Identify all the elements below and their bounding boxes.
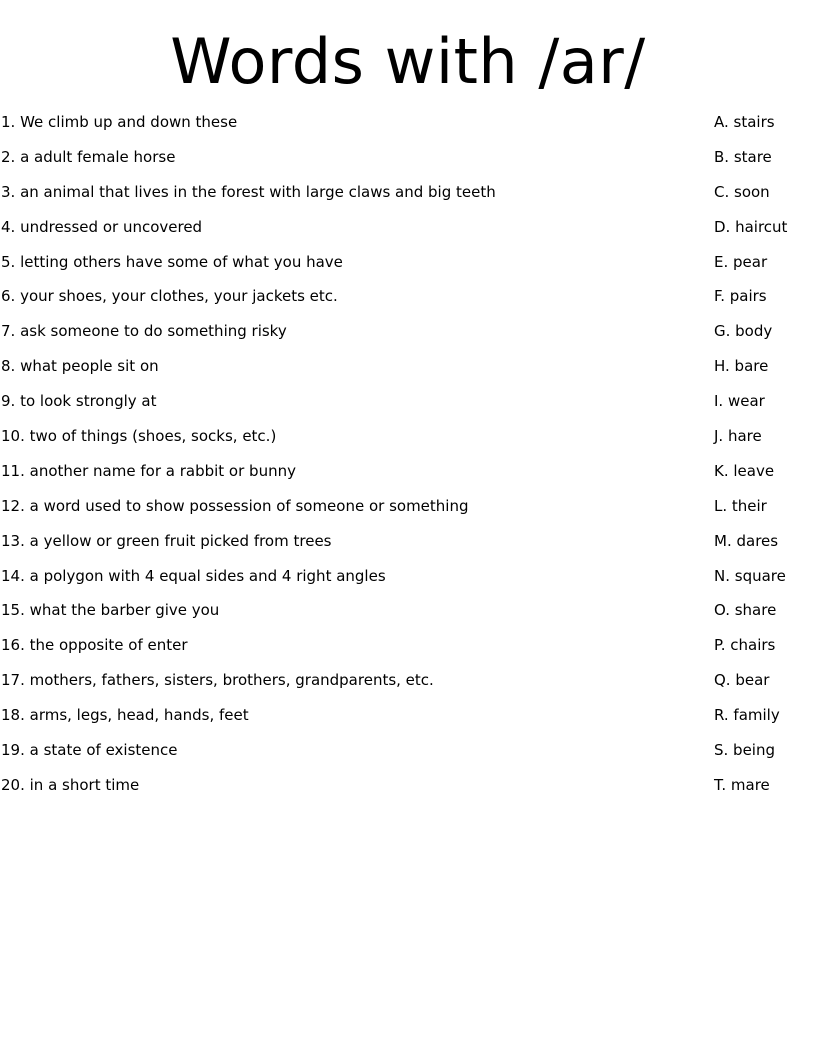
answer-option: C. soon — [714, 182, 770, 201]
worksheet-row — [0, 559, 816, 594]
clue-text: 12. a word used to show possession of someone or something — [1, 496, 469, 515]
clue-text: 14. a polygon with 4 equal sides and 4 right angles — [1, 566, 386, 585]
page-title: Words with /ar/ — [170, 25, 646, 98]
answer-option: N. square — [714, 566, 786, 585]
answer-option: M. dares — [714, 531, 779, 550]
worksheet-row — [0, 419, 816, 454]
clue-text: 19. a state of existence — [1, 741, 178, 760]
clue-text: 5. letting others have some of what you have — [1, 252, 343, 271]
answer-option: F. pairs — [714, 287, 767, 306]
clue-text: 15. what the barber give you — [1, 601, 220, 620]
worksheet-row — [0, 663, 816, 698]
answer-option: J. hare — [714, 427, 762, 446]
worksheet-row — [0, 384, 816, 419]
answer-option: O. share — [714, 601, 777, 620]
worksheet-row — [0, 593, 816, 628]
clue-text: 2. a adult female horse — [1, 147, 176, 166]
answer-option: P. chairs — [714, 636, 776, 655]
worksheet-row — [0, 279, 816, 314]
clue-text: 18. arms, legs, head, hands, feet — [1, 706, 249, 725]
worksheet-row — [0, 489, 816, 524]
clue-text: 13. a yellow or green fruit picked from trees — [1, 531, 332, 550]
clue-text: 7. ask someone to do something risky — [1, 322, 287, 341]
answer-option: B. stare — [714, 147, 772, 166]
answer-option: L. their — [714, 496, 767, 515]
answer-option: D. haircut — [714, 217, 788, 236]
worksheet-row — [0, 210, 816, 245]
answer-option: A. stairs — [714, 113, 775, 131]
worksheet-row — [0, 733, 816, 768]
worksheet-row — [0, 175, 816, 210]
answer-option: E. pear — [714, 252, 768, 271]
answer-option: K. leave — [714, 461, 775, 480]
clue-text: 8. what people sit on — [1, 357, 159, 376]
clue-text: 3. an animal that lives in the forest with large claws and big teeth — [1, 182, 496, 201]
worksheet-row — [0, 698, 816, 733]
worksheet-row — [0, 349, 816, 384]
worksheet-row — [0, 768, 816, 803]
worksheet-row — [0, 314, 816, 349]
clue-text: 20. in a short time — [1, 775, 140, 794]
answer-option: H. bare — [714, 357, 769, 376]
clue-text: 11. another name for a rabbit or bunny — [1, 461, 296, 480]
answer-option: G. body — [714, 322, 773, 341]
clue-text: 1. We climb up and down these — [1, 113, 238, 131]
worksheet-row — [0, 140, 816, 175]
clue-text: 9. to look strongly at — [1, 392, 157, 411]
answer-option: T. mare — [714, 775, 770, 794]
worksheet-row — [0, 454, 816, 489]
worksheet-row — [0, 105, 816, 140]
answer-option: R. family — [714, 706, 780, 725]
worksheet-row — [0, 245, 816, 280]
worksheet-row — [0, 524, 816, 559]
clue-text: 10. two of things (shoes, socks, etc.) — [1, 427, 277, 446]
clue-text: 6. your shoes, your clothes, your jackets etc. — [1, 287, 338, 306]
answer-option: S. being — [714, 741, 776, 760]
clue-text: 4. undressed or uncovered — [1, 217, 203, 236]
worksheet-row — [0, 628, 816, 663]
answer-option: Q. bear — [714, 671, 770, 690]
answer-option: I. wear — [714, 392, 765, 411]
clue-text: 17. mothers, fathers, sisters, brothers, grandparents, etc. — [1, 671, 434, 690]
matching-worksheet — [0, 105, 816, 803]
clue-text: 16. the opposite of enter — [1, 636, 188, 655]
